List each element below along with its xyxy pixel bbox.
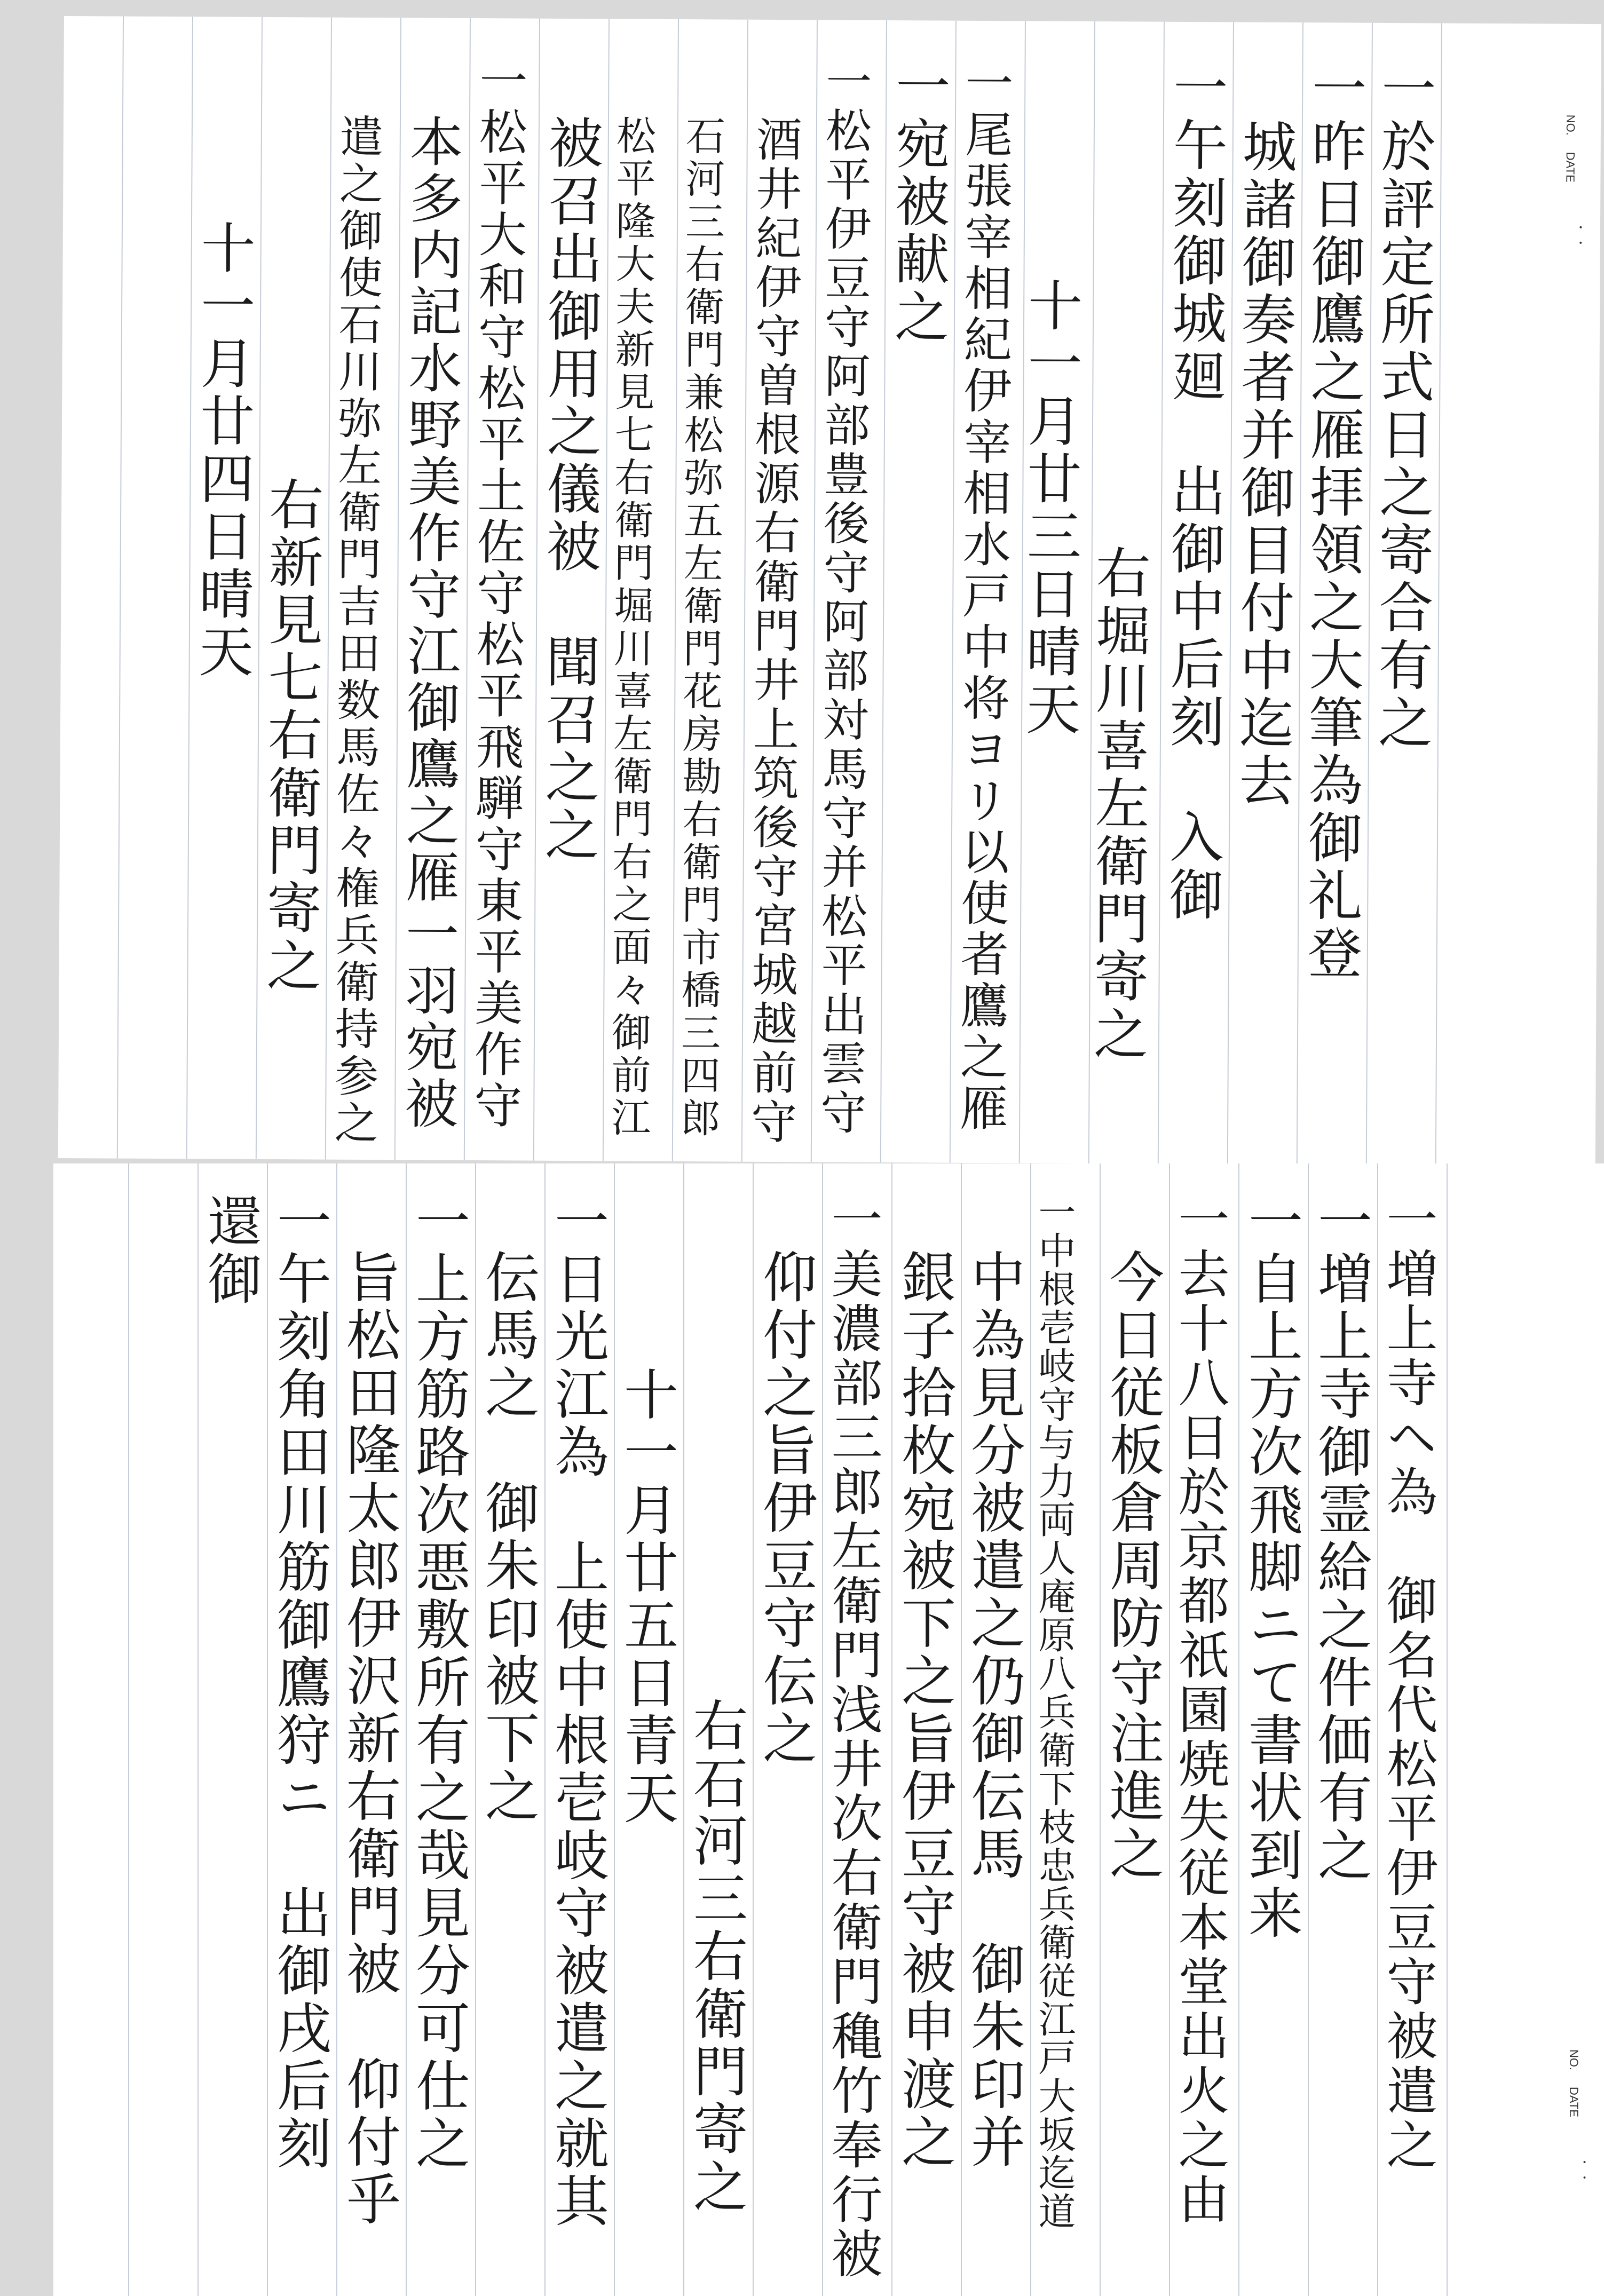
page-meta [1567,2049,1588,2242]
date-label: DATE [1563,152,1577,183]
text-column: 被召出御用之儀被 聞召之之 [535,114,604,865]
text-column: 松平隆大夫新見七右衛門堀川喜左衛門右之面々御前江 [604,115,657,1140]
text-column: 一宛被献之 [885,58,951,346]
text-column: 一昨日御鷹之雁拝領之大筆為御礼登 [1298,60,1367,983]
text-column: 一尾張宰相紀伊宰相水戸中将ヨリ以使者鷹之雁 [951,58,1013,1135]
text-column: 右新見七右衛門寄之 [257,476,324,995]
text-column: 右石河三右衛門寄之 [684,1697,748,2216]
text-column: 一午刻角田川筋御鷹狩ニ 出御戌后刻 [268,1193,331,2173]
date-label: DATE [1567,2087,1581,2118]
date-heading: 十一月廿三日晴天 [1016,277,1083,739]
date-dots: ・ ・ [1573,221,1587,249]
text-column: 一去十八日於京都祇園焼失従本堂出火之由 [1170,1193,1230,2227]
text-column: 中為見分被遣之仍御伝馬 御朱印并 [962,1249,1025,2171]
text-column: 一日光江為 上使中根壱岐守被遣之就其 [546,1193,609,2230]
text-column: 銀子拾枚宛被下之旨伊豆守被申渡之 [892,1249,956,2171]
ruled-line [117,17,124,1159]
text-column: 今日従板倉周防守注進之 [1101,1249,1164,1883]
text-column: 還御 [199,1193,262,1308]
no-label: NO. [1563,114,1578,136]
text-column: 一増上寺御霊給之件価有之 [1309,1193,1372,1885]
page-meta [1562,115,1585,307]
ruled-line [197,1163,199,2296]
date-dots: ・ ・ [1577,2156,1590,2183]
text-column: 一松平伊豆守阿部豊後守阿部対馬守并松平出雲守 [812,57,872,1138]
ruled-line [1447,1163,1448,2296]
text-column: 一増上寺ヘ為 御名代松平伊豆守被遣之 [1378,1193,1438,2173]
text-column: 一中根壱岐守与力両人庵原八兵衛下枝忠兵衛従江戸大坂迄道 [1032,1193,1076,2230]
text-column: 石河三右衛門兼松弥五左衛門花房勘右衛門市橋三四郎 [674,115,726,1141]
text-column: 一自上方次飛脚ニて書状到来 [1239,1193,1303,1942]
notebook-page-bottom [53,1163,1604,2296]
text-column: 酒井紀伊守曽根源右衛門井上筑後守宮城越前守 [742,115,802,1147]
text-column: 一松平大和守松平土佐守松平飛騨守東平美作守 [465,55,527,1132]
text-column: 右堀川喜左衛門寄之 [1084,544,1151,1064]
date-heading: 十一月廿四日晴天 [189,219,256,681]
text-column: 本多内記水野美作守江御鷹之雁一羽宛被 [396,114,464,1133]
ruled-line [1435,23,1442,1166]
text-column: 一於評定所式日之寄合有之 [1369,60,1436,753]
text-column: 旨松田隆太郎伊沢新右衛門被 仰付乎 [337,1249,401,2229]
notebook-page-top [58,16,1601,1166]
ruled-line [128,1163,129,2296]
ruled-line [1030,1163,1031,2296]
text-column: 一午刻御城廻 出御中后刻 入御 [1160,59,1228,924]
text-column: 一上方筋路次悪敷所有之哉見分可仕之 [407,1193,470,2173]
date-heading: 十一月廿五日青天 [615,1366,678,1827]
text-column: 遣之御使石川弥左衛門吉田数馬佐々権兵衛持参之 [327,113,384,1147]
text-column: 城諸御奏者并御目付中迄去 [1230,118,1298,811]
text-column: 一美濃部三郎左衛門浅井次右衛門穐竹奉行被 [823,1193,883,2282]
no-label: NO. [1567,2049,1581,2071]
text-column: 伝馬之 御朱印被下之 [476,1249,540,1825]
text-column: 仰付之旨伊豆守伝之 [754,1249,817,1768]
